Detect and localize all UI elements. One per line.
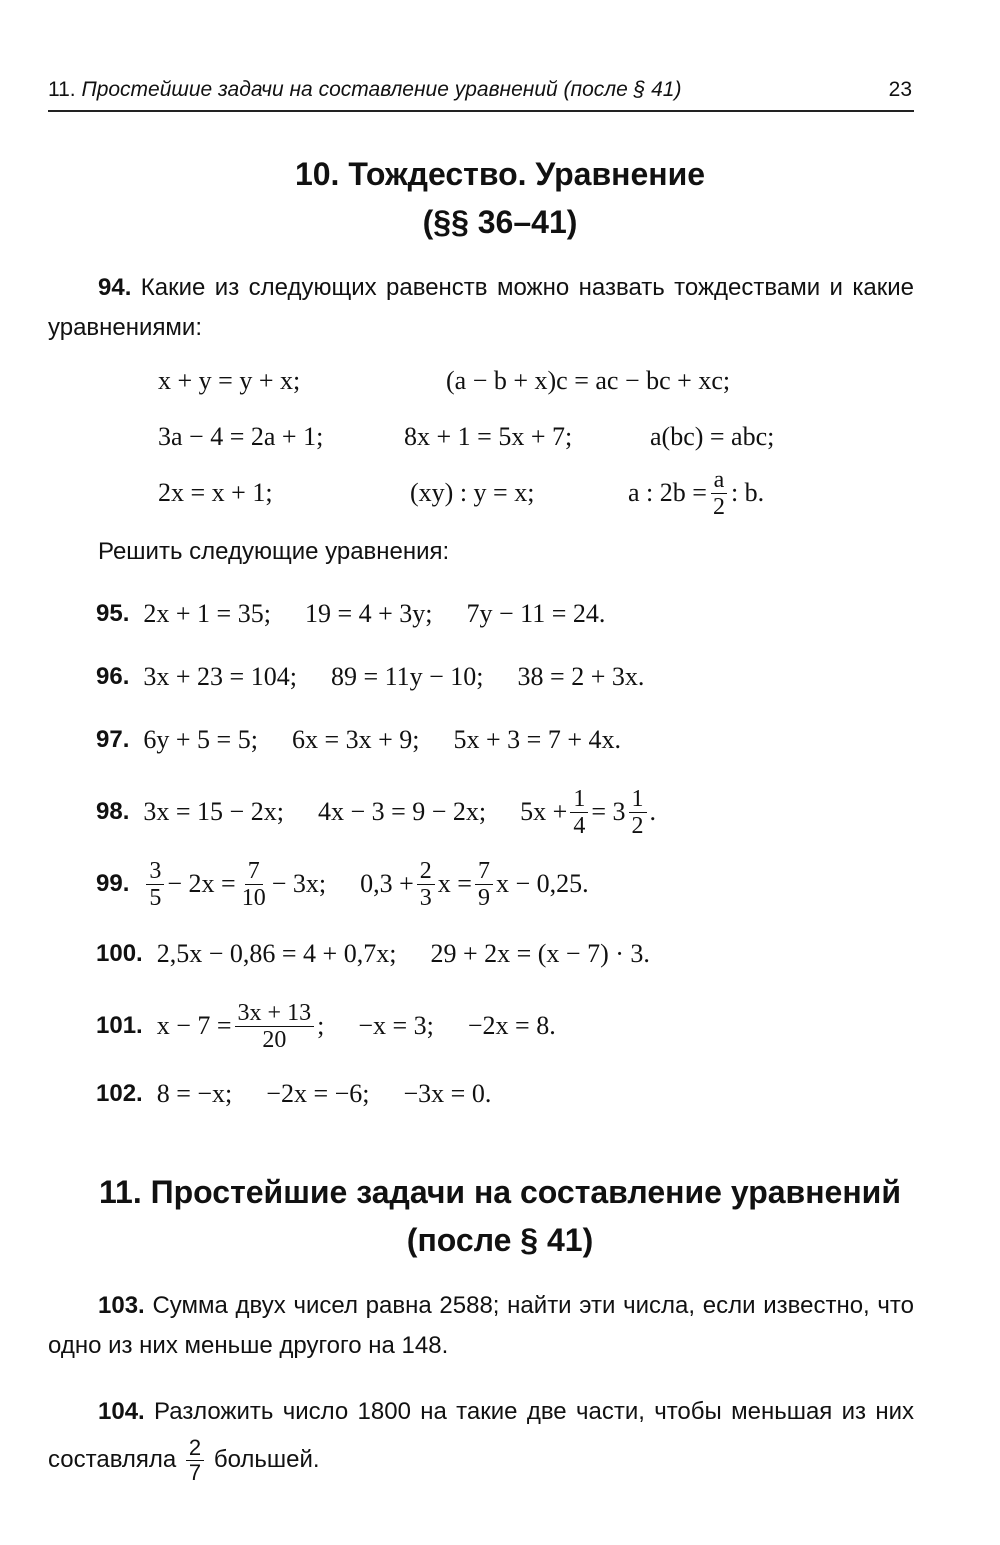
p94-row2-eq1: 3a − 4 = 2a + 1;	[158, 422, 324, 451]
problem-104-text	[48, 1388, 914, 1485]
fraction: $\frac{a}{2}$	[710, 467, 728, 520]
fraction: $\frac{1}{2}$	[629, 786, 647, 839]
running-head	[48, 78, 914, 112]
p94-row2-eq2: 8x + 1 = 5x + 7;	[404, 422, 573, 451]
problem-97: 97. 6y + 5 = 5; 6x = 3x + 9; 5x + 3 = 7 + 4x.	[96, 725, 621, 754]
problem-95: 95. 2x + 1 = 35; 19 = 4 + 3y; 7y − 11 = 24.	[96, 599, 606, 628]
fraction: $\frac{2}{7}$	[186, 1436, 204, 1485]
p94-row3-eq3: a : 2b = $\frac{a}{2}$ : b.	[628, 466, 765, 520]
page-number: 23	[888, 78, 912, 101]
fraction: $\frac{7}{10}$	[241, 857, 266, 911]
running-head-number: 11.	[48, 78, 76, 101]
problem-94-question: Какие из следующих равенств можно назвать тождествами и какие уравнениями:	[48, 274, 914, 341]
solve-intro: Решить следующие уравнения:	[98, 538, 450, 565]
p94-row2-eq3: a(bc) = abc;	[650, 422, 775, 451]
problem-104-question: Разложить число 1800 на такие две части, чтобы меньшая из них составляла	[48, 1398, 915, 1473]
problem-102: 102. 8 = −x; −2x = −6; −3x = 0.	[96, 1079, 492, 1108]
fraction: $\frac{3}{5}$	[146, 858, 164, 911]
section-10-title: 10. Тождество. Уравнение	[294, 156, 706, 192]
problem-103-text	[48, 1286, 914, 1366]
section-11-subtitle: (после § 41)	[406, 1222, 594, 1258]
problem-number: 94.	[98, 274, 132, 301]
section-11-title: 11. Простейшие задачи на составление уравнений	[98, 1174, 901, 1210]
p94-row1-eq1: x + y = y + x;	[158, 366, 301, 395]
problem-96: 96. 3x + 23 = 104; 89 = 11y − 10; 38 = 2 + 3x.	[96, 662, 645, 691]
running-head-title: Простейшие задачи на составление уравнений (после § 41)	[81, 78, 682, 101]
fraction: $\frac{1}{4}$	[570, 786, 588, 839]
problem-104-end: большей.	[213, 1446, 320, 1473]
problem-103-question: Сумма двух чисел равна 2588; найти эти числа, если известно, что одно из них меньше другого на 148.	[48, 1292, 915, 1359]
fraction: $\frac{2}{3}$	[417, 858, 435, 911]
p94-row3-eq1: 2x = x + 1;	[158, 478, 273, 507]
p94-row3-eq2: (xy) : y = x;	[410, 478, 535, 507]
problem-number: 104.	[98, 1398, 145, 1425]
problem-number: 103.	[98, 1292, 145, 1319]
fraction: $\frac{7}{9}$	[475, 858, 493, 911]
fraction: $\frac{3x + 13}{20}$	[235, 1000, 315, 1053]
problem-98: 98. 3x = 15 − 2x; 4x − 3 = 9 − 2x; 5x + $\frac{1}{4}$ = 3 $\frac{1}{2}$ .	[96, 785, 656, 839]
p94-row1-eq2: (a − b + x)c = ac − bc + xc;	[446, 366, 731, 395]
problem-99: 99. $\frac{3}{5}$ − 2x = $\frac{7}{10}$ − 3x; 0,3 + $\frac{2}{3}$ x = $\frac{7}{9}$ x − 0,25.	[96, 857, 589, 911]
problem-100: 100. 2,5x − 0,86 = 4 + 0,7x; 29 + 2x = (x − 7) · 3.	[96, 939, 650, 968]
section-10-subtitle: (§§ 36–41)	[422, 204, 578, 240]
problem-94-text	[48, 268, 914, 348]
problem-101: 101. x − 7 = $\frac{3x + 13}{20}$ ; −x = 3; −2x = 8.	[96, 999, 556, 1053]
